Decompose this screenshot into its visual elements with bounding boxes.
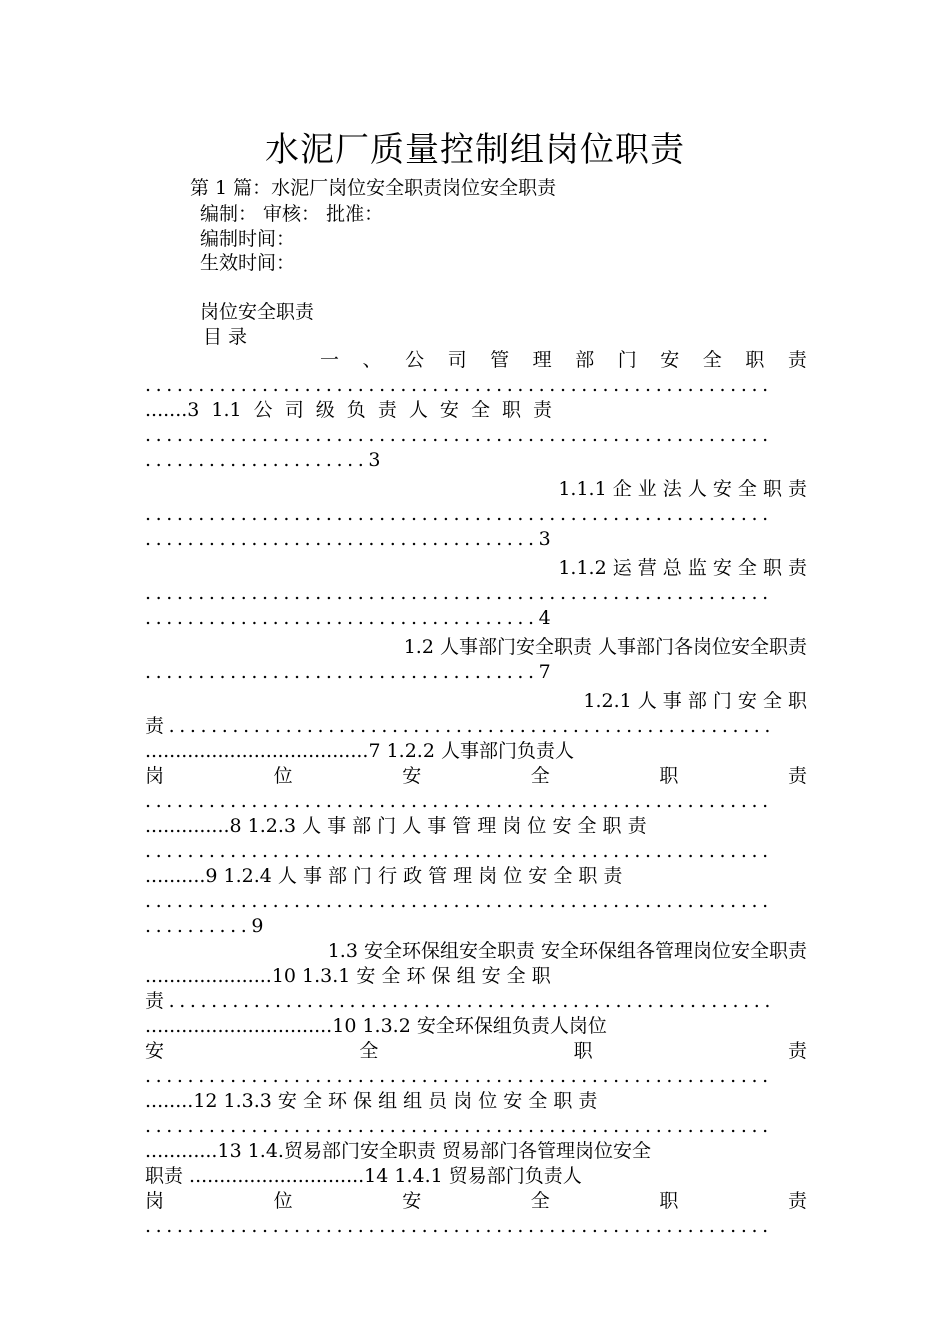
compiled-time-label: 编制时间： [200,228,296,250]
toc-line: ........................................................... [145,890,773,912]
toc-line: ............13 1.4.贸易部门安全职责 贸易部门各管理岗位安全 [145,1140,651,1162]
toc-line: ........................................................... [145,503,773,525]
toc-line: 岗 位 安 全 职 责 [145,765,807,787]
toc-line: 职责 .............................14 1.4.1 贸易部门负责人 [145,1165,582,1187]
toc-line: ........12 1.3.3 安 全 环 保 组 组 员 岗 位 安 全 职 责 [145,1090,598,1112]
toc-line: .......3 1.1 公 司 级 负 责 人 安 全 职 责 [145,399,553,421]
toc-line: ........................................................... [145,582,773,604]
toc-heading: 目 录 [203,326,248,348]
toc-line: ..........9 [145,915,269,937]
toc-line: ........................................................... [145,424,773,446]
effective-time-label: 生效时间： [200,252,296,274]
toc-line: 1.1.2 运 营 总 监 安 全 职 责 [558,557,807,579]
toc-line: ........................................................... [145,1215,773,1237]
toc-line: 1.3 安全环保组安全职责 安全环保组各管理岗位安全职责 [327,940,807,962]
toc-line: .....................................3 [145,528,556,550]
toc-line: 1.2 人事部门安全职责 人事部门各岗位安全职责 [403,636,807,658]
approval-line: 编制： 审核： 批准： [200,203,384,225]
toc-line: ..........9 1.2.4 人 事 部 门 行 政 管 理 岗 位 安 全 职 责 [145,865,623,887]
section-heading: 岗位安全职责 [200,301,315,323]
toc-line: .....................10 1.3.1 安 全 环 保 组 安 全 职 [145,965,551,987]
toc-line: ........................................................... [145,1065,773,1087]
table-of-contents [145,348,807,1239]
chapter-heading: 第 1 篇：水泥厂岗位安全职责岗位安全职责 [190,177,557,199]
toc-line: .....................................4 [145,607,556,629]
toc-line: 一 、 公 司 管 理 部 门 安 全 职 责 [320,349,807,371]
toc-line: 岗 位 安 全 职 责 [145,1190,807,1212]
toc-line: ........................................................... [145,790,773,812]
toc-line: .....................................7 1.2.2 人事部门负责人 [145,740,574,762]
toc-line: ........................................................... [145,840,773,862]
toc-line: ........................................................... [145,374,773,396]
toc-line: ........................................................... [145,1115,773,1137]
toc-line: 责......................................................... [145,715,776,737]
toc-line: ..............8 1.2.3 人 事 部 门 人 事 管 理 岗 位 安 全 职 责 [145,815,647,837]
document-title: 水泥厂质量控制组岗位职责 [265,130,685,170]
toc-line: 1.1.1 企 业 法 人 安 全 职 责 [558,478,807,500]
toc-line: 安 全 职 责 [145,1040,807,1062]
toc-line: 1.2.1 人 事 部 门 安 全 职 [583,690,807,712]
toc-line: 责......................................................... [145,990,776,1012]
toc-line: ...............................10 1.3.2 安全环保组负责人岗位 [145,1015,607,1037]
toc-line: .....................................7 [145,661,556,683]
toc-line: .....................3 [145,449,386,471]
